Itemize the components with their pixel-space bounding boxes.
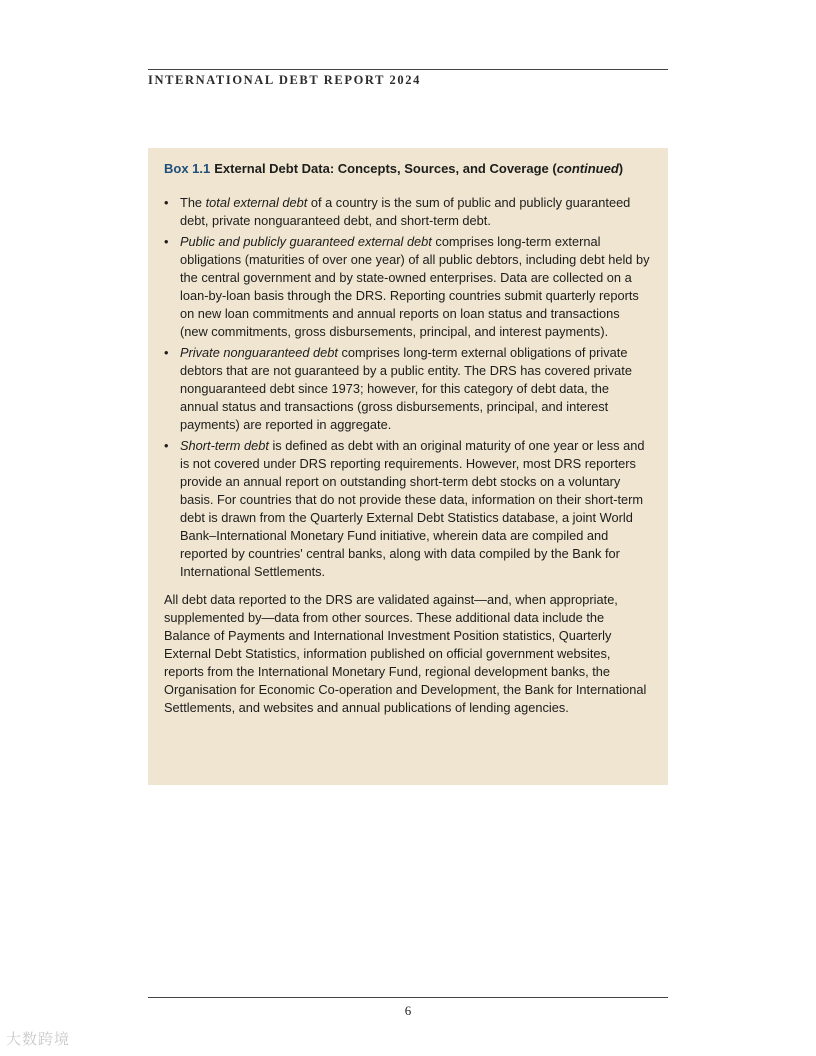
bullet-text: is defined as debt with an original maturity of one year or less and is not covered under DRS reporting requirements. However, most DRS reporters provide an annual report on outstanding short-term debt stocks on a voluntary basis. For countries that do not provide these data, information on their short-term debt is drawn from the Quarterly External Debt Statistics database, a joint World Bank–International Monetary Fund initiative, wherein data are compiled and reported by countries' central banks, along with data compiled by the Bank for International Settlements. <box>180 438 645 579</box>
bullet-icon: • <box>164 438 169 453</box>
bullet-text: comprises long-term external obligations of private debtors that are not guaranteed by a public entity. The DRS has covered private nonguaranteed debt since 1973; however, for this category of debt data, the annual status and transactions (gross disbursements, principal, and interest payments) are reported in aggregate. <box>180 345 632 432</box>
bullet-term: Private nonguaranteed debt <box>180 345 338 360</box>
bullet-list <box>164 194 650 581</box>
bullet-term: Public and publicly guaranteed external debt <box>180 234 432 249</box>
bullet-term: Short-term debt <box>180 438 269 453</box>
bullet-icon: • <box>164 195 169 210</box>
page-number: 6 <box>404 1003 412 1018</box>
box-title-end: ) <box>618 161 624 176</box>
bullet-term: total external debt <box>205 195 308 210</box>
watermark-logo: 大数跨境 <box>6 1031 71 1048</box>
box-title <box>164 161 650 177</box>
bullet-icon: • <box>164 345 169 360</box>
footer-rule <box>148 997 668 998</box>
info-box <box>148 148 668 785</box>
bullet-text: of a country is the sum of public and publicly guaranteed debt, private nonguaranteed debt, and short-term debt. <box>180 195 631 228</box>
box-label: Box 1.1 <box>164 161 211 176</box>
bullet-icon: • <box>164 234 169 249</box>
closing-paragraph: All debt data reported to the DRS are validated against—and, when appropriate, supplemented by—data from other sources. These additional data include the Balance of Payments and International Investment Position statistics, Quarterly External Debt Statistics, information published on official government websites, reports from the International Monetary Fund, regional development banks, the Organisation for Economic Co-operation and Development, the Bank for International Settlements, and websites and annual publications of lending agencies. <box>164 592 647 715</box>
bullet-item <box>164 437 650 581</box>
bullet-text: comprises long-term external obligations (maturities of over one year) of all public debtors, including debt held by the central government and by state-owned enterprises. Data are collected on a loan-by-loan basis through the DRS. Reporting countries submit quarterly reports on new loan commitments and annual reports on loan status and transactions (new commitments, gross disbursements, principal, and interest payments). <box>180 234 650 339</box>
bullet-lead: The <box>180 195 206 210</box>
box-title-main: External Debt Data: Concepts, Sources, and Coverage ( <box>214 161 557 176</box>
bullet-item <box>164 233 650 341</box>
running-header: INTERNATIONAL DEBT REPORT 2024 <box>148 69 668 88</box>
bullet-item <box>164 194 650 230</box>
box-title-continued: continued <box>556 161 619 176</box>
bullet-item <box>164 344 650 434</box>
